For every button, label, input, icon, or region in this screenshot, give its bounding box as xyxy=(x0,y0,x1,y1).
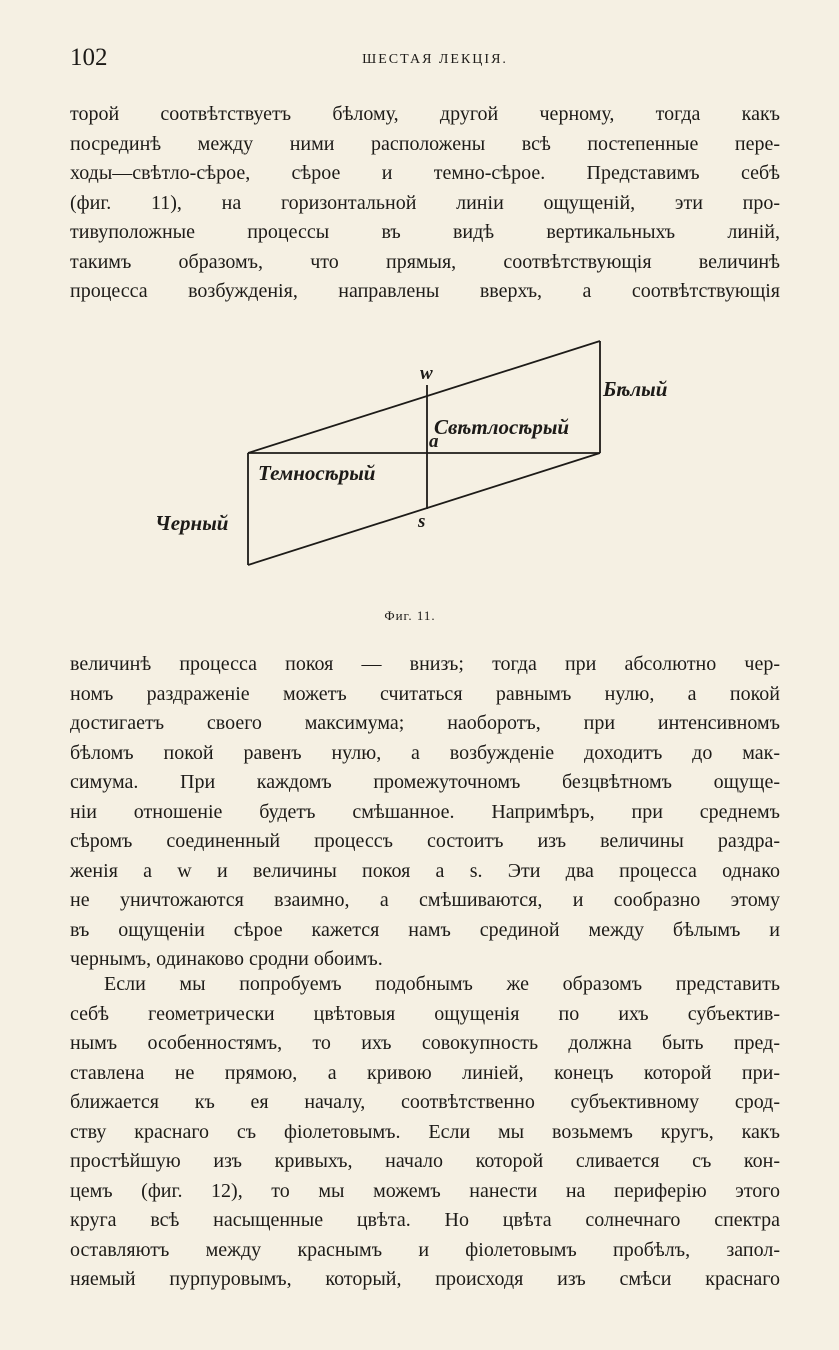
text-line: величинѣ процесса покоя — внизъ; тогда при абсолютно чер- xyxy=(70,653,780,675)
paragraph-3 xyxy=(70,970,780,1295)
text-line: ставлена не прямою, а кривою линіей, конецъ которой при- xyxy=(70,1061,780,1084)
text-line: чернымъ, одинаково сродни обоимъ. xyxy=(70,948,383,970)
text-line: простѣйшую изъ кривыхъ, начало которой сливается съ кон- xyxy=(70,1150,780,1172)
text-line: бѣломъ покой равенъ нулю, а возбужденіе доходитъ до мак- xyxy=(70,741,780,764)
figure-11 xyxy=(140,325,700,595)
text-line: женія a w и величины покоя a s. Эти два процесса однако xyxy=(70,859,780,882)
text-line: не уничтожаются взаимно, а смѣшиваются, и сообразно этому xyxy=(70,889,780,911)
text-line: себѣ геометрически цвѣтовыя ощущенія по ихъ субъектив- xyxy=(70,1002,780,1025)
text-line: ближается къ ея началу, соотвѣтственно субъективному срод- xyxy=(70,1091,780,1113)
label-dark-gray: Темносѣрый xyxy=(258,461,376,485)
letter-a: a xyxy=(429,431,439,452)
text-line: цемъ (фиг. 12), то мы можемъ нанести на периферію этого xyxy=(70,1179,780,1202)
running-head: ШЕСТАЯ ЛЕКЦІЯ. xyxy=(362,52,508,67)
text-line: торой соотвѣтствуетъ бѣлому, другой черному, тогда какъ xyxy=(70,103,780,125)
text-line: (фиг. 11), на горизонтальной линіи ощущеній, эти про- xyxy=(70,191,780,214)
text-line: нымъ особенностямъ, то ихъ совокупность должна быть пред- xyxy=(70,1032,780,1054)
text-line: номъ раздраженіе можетъ считаться равнымъ нулю, а покой xyxy=(70,682,780,705)
text-line: симума. При каждомъ промежуточномъ безцвѣтномъ ощуще- xyxy=(70,771,780,793)
text-line: процесса возбужденія, направлены вверхъ, а соотвѣтствующія xyxy=(70,280,780,302)
paragraph-2 xyxy=(70,650,780,975)
text-line: достигаетъ своего максимума; наоборотъ, при интенсивномъ xyxy=(70,712,780,734)
text-line: сѣромъ соединенный процессъ состоитъ изъ величины раздра- xyxy=(70,830,780,852)
label-light-gray: Свѣтлосѣрый xyxy=(434,415,570,439)
text-line: Если мы попробуемъ подобнымъ же образомъ представить xyxy=(104,973,780,995)
text-line: посрединѣ между ними расположены всѣ постепенные пере- xyxy=(70,132,780,155)
text-line: оставляютъ между краснымъ и фіолетовымъ пробѣлъ, запол- xyxy=(70,1238,780,1261)
figure-caption: Фиг. 11. xyxy=(384,608,436,623)
label-white: Бѣлый xyxy=(603,377,668,401)
text-line: ходы—свѣтло-сѣрое, сѣрое и темно-сѣрое. Представимъ себѣ xyxy=(70,162,780,184)
text-line: въ ощущеніи сѣрое кажется намъ срединой между бѣлымъ и xyxy=(70,918,780,941)
text-line: круга всѣ насыщенные цвѣта. Но цвѣта солнечнаго спектра xyxy=(70,1209,780,1231)
paragraph-1 xyxy=(70,100,780,307)
letter-s: s xyxy=(418,511,426,532)
text-line: такимъ образомъ, что прямыя, соотвѣтствующія величинѣ xyxy=(70,250,780,273)
text-line: тивуположные процессы въ видѣ вертикальныхъ линій, xyxy=(70,221,780,243)
text-line: ству краснаго съ фіолетовымъ. Если мы возьмемъ кругъ, какъ xyxy=(70,1120,780,1143)
label-black: Черный xyxy=(155,511,229,535)
letter-w: w xyxy=(420,363,433,384)
page-number: 102 xyxy=(70,44,108,71)
text-line: ніи отношеніе будетъ смѣшанное. Напримѣръ, при среднемъ xyxy=(70,800,780,823)
text-line: няемый пурпуровымъ, который, происходя изъ смѣси краснаго xyxy=(70,1268,780,1290)
